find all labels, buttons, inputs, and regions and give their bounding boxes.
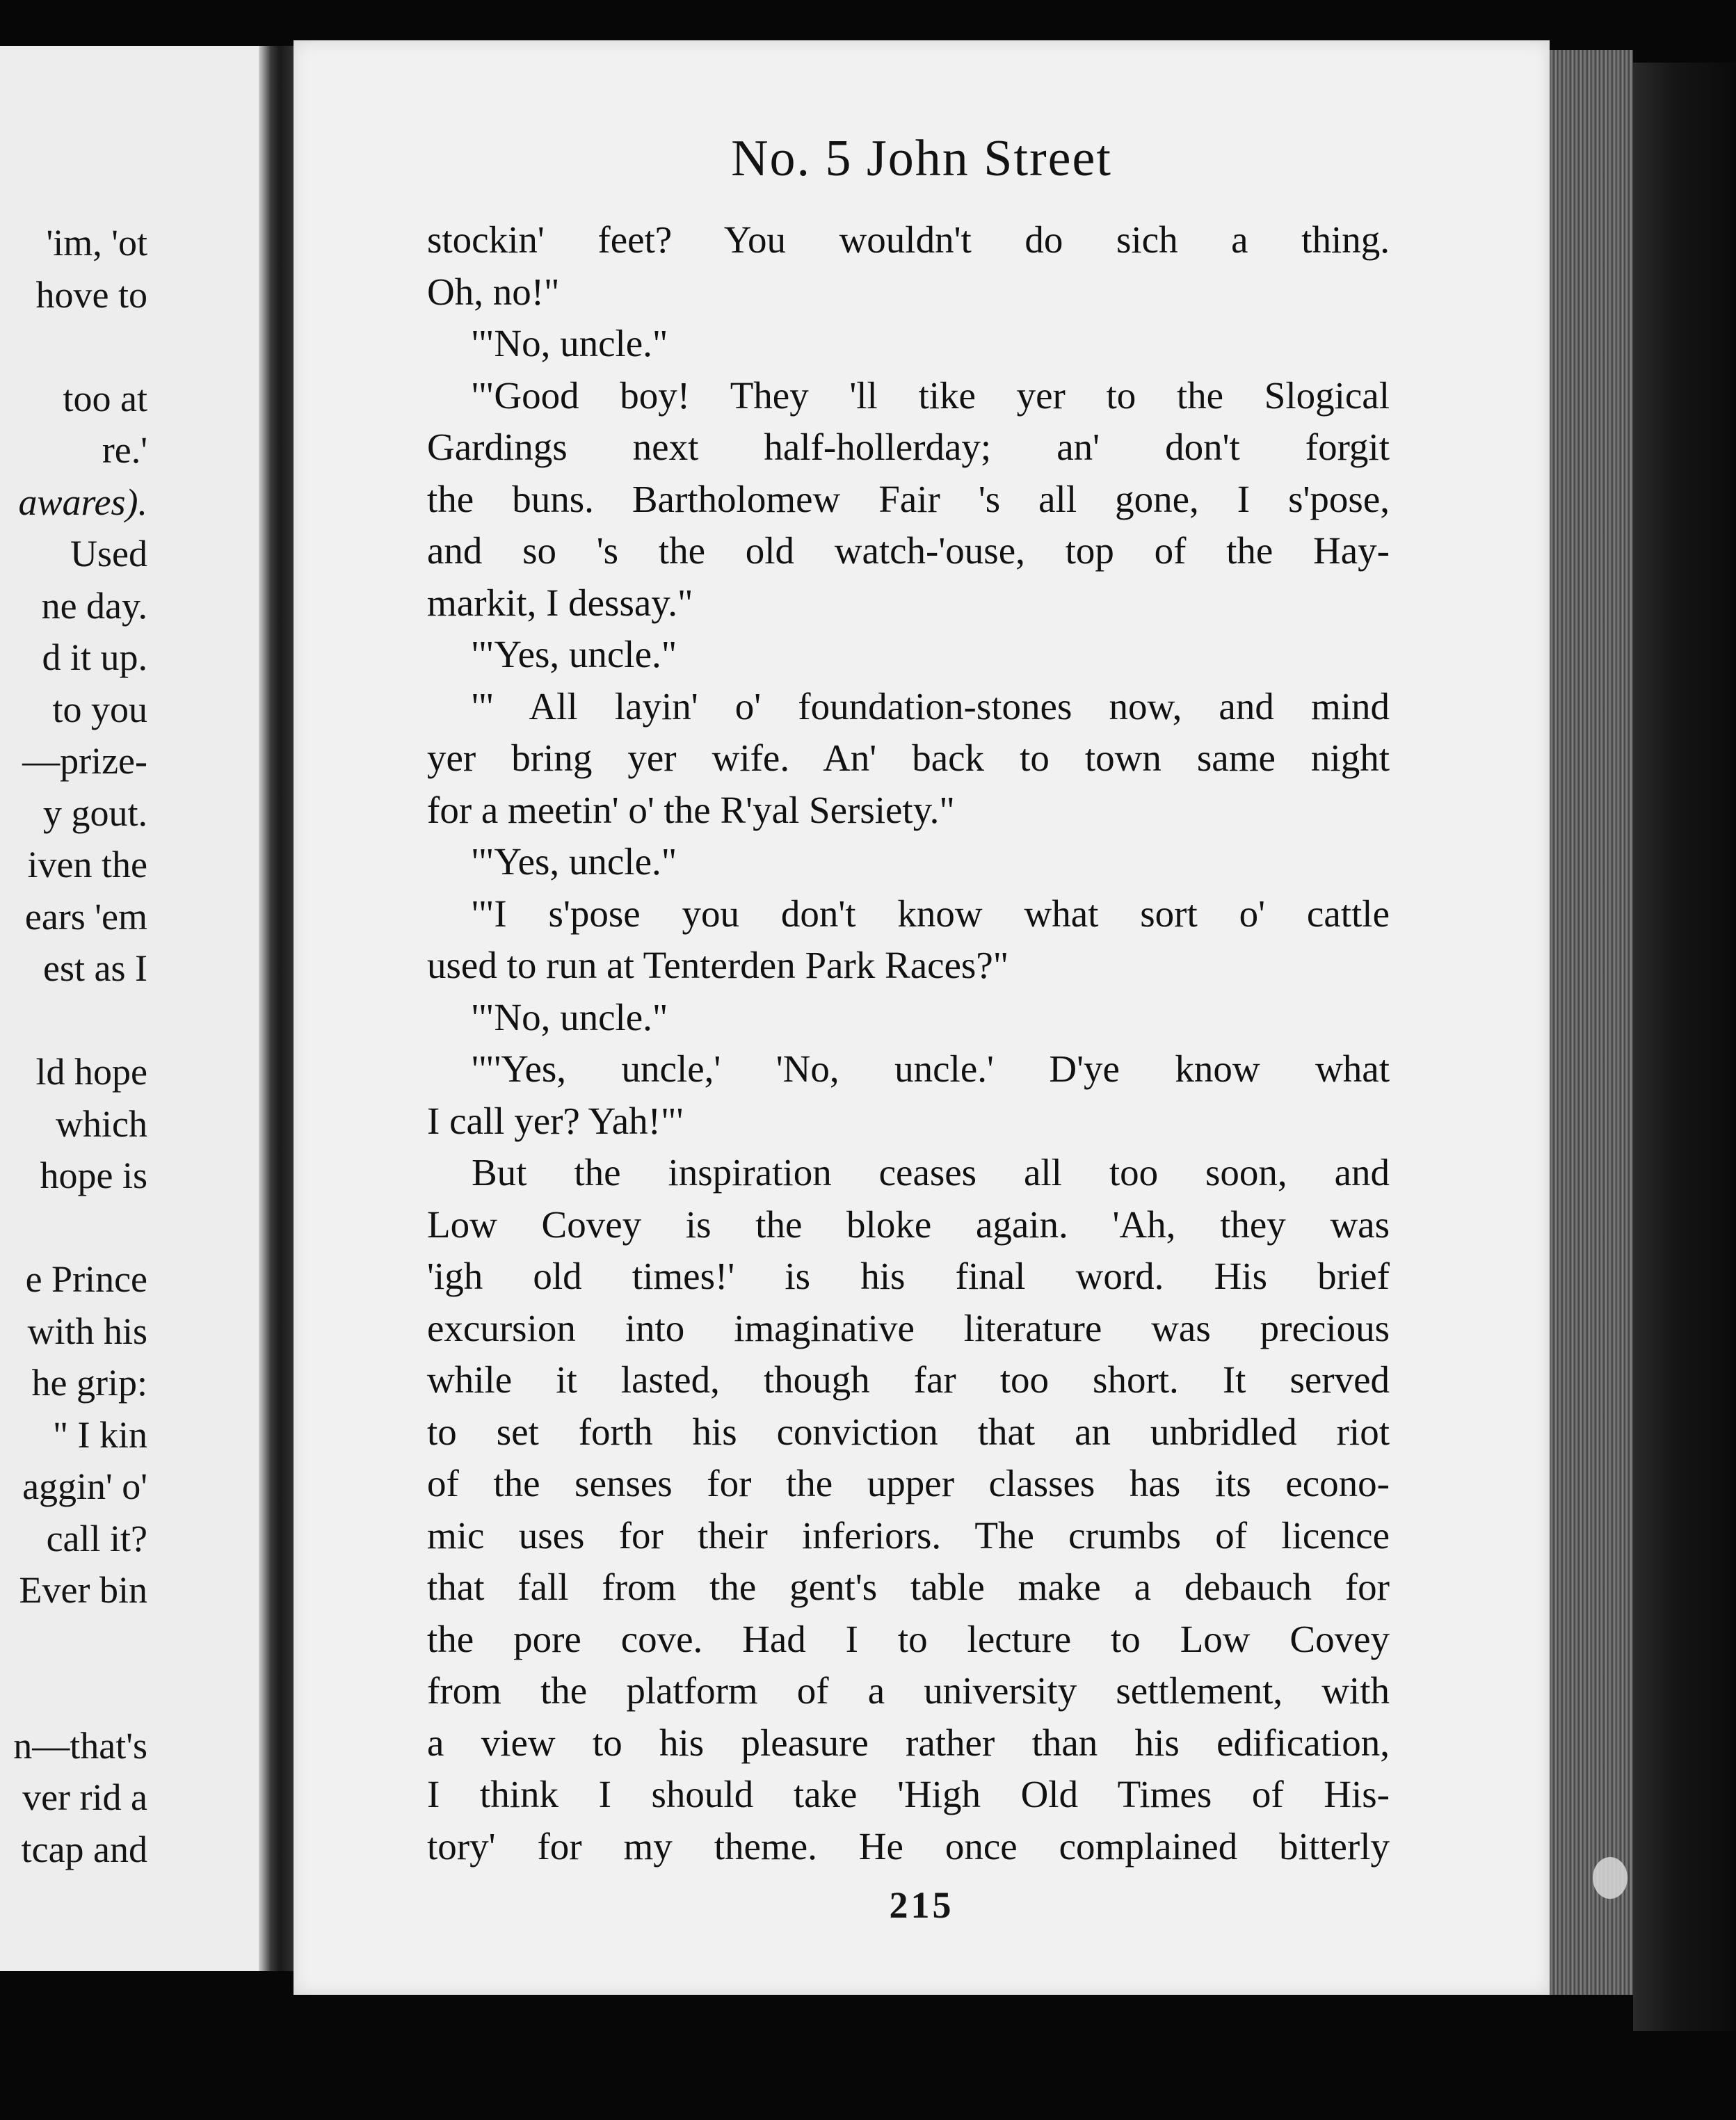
text-line: But the inspiration ceases all too soon, and (472, 1151, 1390, 1194)
left-line: aggin' o' (22, 1465, 147, 1507)
left-line: ears 'em (24, 895, 147, 938)
left-line (13, 1668, 147, 1720)
left-line: awares). (18, 481, 147, 523)
text-line: '"No, uncle." (472, 322, 668, 364)
left-line: e Prince (25, 1258, 147, 1300)
left-line: with his (27, 1310, 147, 1352)
text-line: a view to his pleasure rather than his edification, (427, 1721, 1390, 1764)
text-line: '"Good boy! They 'll tike yer to the Slogical (472, 374, 1390, 417)
text-line: '"I s'pose you don't know what sort o' cattle (472, 892, 1390, 935)
left-line: he grip: (31, 1362, 147, 1404)
left-line (13, 1202, 147, 1254)
left-line: to you (52, 688, 147, 730)
left-line: ne day. (41, 584, 147, 627)
left-line (13, 321, 147, 373)
text-line: I call yer? Yah!"' (427, 1099, 684, 1142)
text-line: to set forth his conviction that an unbridled riot (427, 1410, 1390, 1453)
left-line: ld hope (35, 1051, 147, 1093)
text-line: Gardings next half-hollerday; an' don't forgit (427, 426, 1390, 468)
running-head: No. 5 John Street (731, 130, 1112, 187)
paper-speck (1593, 1857, 1628, 1899)
body-text (427, 214, 1390, 1872)
text-line: tory' for my theme. He once complained bitterly (427, 1824, 1390, 1868)
page-fore-edge (1550, 50, 1633, 1995)
text-line: '"Yes, uncle." (472, 633, 677, 675)
book-gutter (259, 46, 294, 1971)
left-line: re.' (102, 429, 147, 471)
text-line: of the senses for the upper classes has its econo- (427, 1462, 1390, 1504)
text-line: that fall from the gent's table make a debauch for (427, 1566, 1390, 1608)
page-number: 215 (889, 1884, 954, 1926)
left-line: tcap and (21, 1828, 147, 1870)
left-line: Ever bin (19, 1569, 147, 1611)
text-line: '"Yes, uncle." (472, 840, 677, 883)
text-line: mic uses for their inferiors. The crumbs of licence (427, 1513, 1390, 1557)
text-line: the buns. Bartholomew Fair 's all gone, I s'pose, (427, 477, 1390, 520)
left-line: hove to (35, 273, 147, 316)
left-line (13, 1616, 147, 1669)
left-line: n—that's (13, 1724, 147, 1767)
left-line: " I kin (52, 1413, 147, 1456)
text-line: and so 's the old watch-'ouse, top of the Hay- (427, 529, 1390, 572)
text-line: for a meetin' o' the R'yal Sersiety." (427, 788, 955, 831)
text-line: '"No, uncle." (472, 995, 668, 1038)
left-line: —prize- (22, 740, 147, 782)
left-page-text (13, 217, 147, 1875)
left-line: est as I (43, 947, 147, 989)
text-line: Low Covey is the bloke again. 'Ah, they was (427, 1203, 1390, 1246)
text-line: the pore cove. Had I to lecture to Low Covey (427, 1617, 1390, 1660)
text-line: from the platform of a university settlement, with (427, 1669, 1390, 1712)
left-line: ver rid a (22, 1776, 147, 1818)
text-line: '" All layin' o' foundation-stones now, and mind (472, 684, 1390, 728)
text-line: while it lasted, though far too short. It served (427, 1358, 1390, 1401)
text-line: Oh, no!" (427, 270, 560, 313)
left-line: which (56, 1102, 147, 1145)
text-line: I think I should take 'High Old Times of His- (427, 1773, 1390, 1815)
left-line (13, 995, 147, 1047)
text-line: markit, I dessay." (427, 581, 693, 624)
left-line: y gout. (42, 792, 147, 834)
left-line: Used (70, 533, 147, 575)
left-line: hope is (40, 1155, 147, 1196)
text-line: 'igh old times!' is his final word. His brief (427, 1255, 1390, 1297)
text-line: stockin' feet? You wouldn't do sich a thing. (427, 218, 1390, 261)
left-line: call it? (46, 1517, 147, 1559)
text-line: '"'Yes, uncle,' 'No, uncle.' D'ye know what (472, 1047, 1390, 1090)
left-facing-page (0, 46, 259, 1971)
left-line: 'im, 'ot (46, 222, 147, 264)
left-line: iven the (27, 844, 147, 885)
text-line: yer bring yer wife. An' back to town same night (427, 737, 1390, 779)
left-line: too at (63, 377, 147, 419)
text-line: used to run at Tenterden Park Races?" (427, 944, 1009, 986)
right-page (294, 40, 1550, 1995)
left-line: d it up. (42, 636, 147, 678)
book-cover-edge (1633, 63, 1736, 2031)
text-line: excursion into imaginative literature was precious (427, 1306, 1390, 1349)
